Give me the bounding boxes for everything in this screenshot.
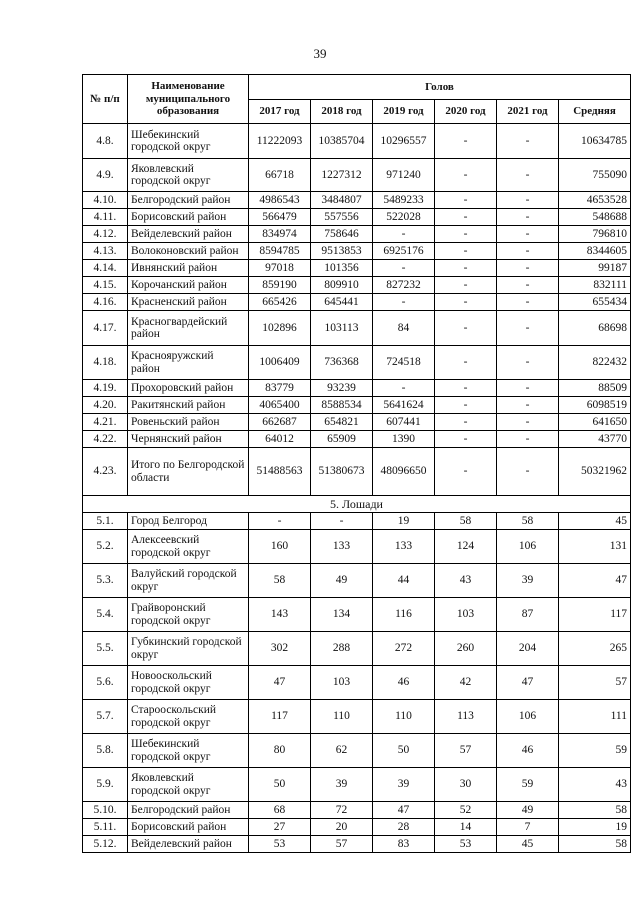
year-value-cell: 758646 (311, 226, 373, 243)
year-value-cell: 51488563 (249, 448, 311, 496)
table-row (83, 836, 631, 853)
row-number: 5.2. (83, 530, 128, 564)
year-value-cell: 117 (249, 700, 311, 734)
year-value-cell: 645441 (311, 294, 373, 311)
year-value-cell: 51380673 (311, 448, 373, 496)
year-value-cell: 59 (497, 768, 559, 802)
average-cell: 58 (559, 802, 631, 819)
year-value-cell: 654821 (311, 414, 373, 431)
table-row (83, 226, 631, 243)
year-value-cell: - (497, 414, 559, 431)
year-value-cell: 103113 (311, 311, 373, 346)
year-value-cell: - (435, 209, 497, 226)
year-value-cell: 14 (435, 819, 497, 836)
municipality-name: Чернянский район (128, 431, 249, 448)
row-number: 4.22. (83, 431, 128, 448)
average-cell: 832111 (559, 277, 631, 294)
year-value-cell: 9513853 (311, 243, 373, 260)
header-group: Голов (249, 75, 631, 100)
header-year: 2020 год (435, 100, 497, 124)
year-value-cell: - (497, 159, 559, 192)
row-number: 4.13. (83, 243, 128, 260)
year-value-cell: 204 (497, 632, 559, 666)
year-value-cell: 97018 (249, 260, 311, 277)
year-value-cell: 113 (435, 700, 497, 734)
average-cell: 755090 (559, 159, 631, 192)
average-cell: 88509 (559, 380, 631, 397)
year-value-cell: 102896 (249, 311, 311, 346)
year-value-cell: - (249, 513, 311, 530)
municipality-name: Старооскольский городской округ (128, 700, 249, 734)
year-value-cell: 87 (497, 598, 559, 632)
table-row (83, 700, 631, 734)
average-cell: 43770 (559, 431, 631, 448)
year-value-cell: - (497, 209, 559, 226)
year-value-cell: 116 (373, 598, 435, 632)
year-value-cell: - (497, 226, 559, 243)
year-value-cell: 971240 (373, 159, 435, 192)
header-name: Наименование муниципального образования (128, 75, 249, 124)
year-value-cell: 522028 (373, 209, 435, 226)
year-value-cell: 43 (435, 564, 497, 598)
municipality-name: Грайворонский городской округ (128, 598, 249, 632)
livestock-table (82, 74, 631, 853)
year-value-cell: 66718 (249, 159, 311, 192)
table-row (83, 414, 631, 431)
table-row (83, 277, 631, 294)
average-cell: 50321962 (559, 448, 631, 496)
year-value-cell: 103 (435, 598, 497, 632)
year-value-cell: 20 (311, 819, 373, 836)
municipality-name: Ровеньский район (128, 414, 249, 431)
year-value-cell: 3484807 (311, 192, 373, 209)
row-number: 5.7. (83, 700, 128, 734)
year-value-cell: 45 (497, 836, 559, 853)
row-number: 5.3. (83, 564, 128, 598)
year-value-cell: 134 (311, 598, 373, 632)
row-number: 4.9. (83, 159, 128, 192)
section-row-group (83, 496, 631, 513)
year-value-cell: 106 (497, 530, 559, 564)
year-value-cell: 7 (497, 819, 559, 836)
row-number: 4.23. (83, 448, 128, 496)
year-value-cell: 53 (249, 836, 311, 853)
municipality-name: Ракитянский район (128, 397, 249, 414)
year-value-cell: 80 (249, 734, 311, 768)
section-title: 5. Лошади (83, 496, 631, 513)
year-value-cell: 5489233 (373, 192, 435, 209)
year-value-cell: 68 (249, 802, 311, 819)
year-value-cell: 4986543 (249, 192, 311, 209)
year-value-cell: - (497, 260, 559, 277)
municipality-name: Корочанский район (128, 277, 249, 294)
year-value-cell: - (435, 294, 497, 311)
municipality-name: Прохоровский район (128, 380, 249, 397)
average-cell: 111 (559, 700, 631, 734)
header-year: 2017 год (249, 100, 311, 124)
year-value-cell: 5641624 (373, 397, 435, 414)
year-value-cell: - (435, 346, 497, 380)
year-value-cell: - (497, 124, 559, 159)
year-value-cell: 27 (249, 819, 311, 836)
row-number: 4.15. (83, 277, 128, 294)
row-number: 4.10. (83, 192, 128, 209)
row-number: 4.16. (83, 294, 128, 311)
table-row (83, 397, 631, 414)
year-value-cell: - (497, 311, 559, 346)
page-number: 39 (313, 46, 327, 61)
year-value-cell: - (435, 260, 497, 277)
average-cell: 57 (559, 666, 631, 700)
row-number: 4.18. (83, 346, 128, 380)
year-value-cell: - (497, 380, 559, 397)
year-value-cell: 4065400 (249, 397, 311, 414)
year-value-cell: 39 (311, 768, 373, 802)
year-value-cell: 84 (373, 311, 435, 346)
table-body-top (83, 124, 631, 496)
year-value-cell: - (373, 226, 435, 243)
table-row (83, 448, 631, 496)
year-value-cell: 30 (435, 768, 497, 802)
year-value-cell: 58 (249, 564, 311, 598)
year-value-cell: - (497, 397, 559, 414)
year-value-cell: - (373, 260, 435, 277)
year-value-cell: 124 (435, 530, 497, 564)
table-row (83, 802, 631, 819)
table-row (83, 734, 631, 768)
year-value-cell: 1006409 (249, 346, 311, 380)
year-value-cell: 65909 (311, 431, 373, 448)
average-cell: 4653528 (559, 192, 631, 209)
municipality-name: Красненский район (128, 294, 249, 311)
row-number: 4.8. (83, 124, 128, 159)
municipality-name: Яковлевский городской округ (128, 768, 249, 802)
row-number: 5.9. (83, 768, 128, 802)
year-value-cell: 57 (435, 734, 497, 768)
year-value-cell: 48096650 (373, 448, 435, 496)
table-row (83, 159, 631, 192)
year-value-cell: 39 (497, 564, 559, 598)
year-value-cell: 133 (373, 530, 435, 564)
average-cell: 117 (559, 598, 631, 632)
average-cell: 641650 (559, 414, 631, 431)
table-row (83, 192, 631, 209)
row-number: 4.17. (83, 311, 128, 346)
year-value-cell: - (435, 226, 497, 243)
year-value-cell: - (497, 346, 559, 380)
municipality-name: Яковлевский городской округ (128, 159, 249, 192)
table-row (83, 666, 631, 700)
row-number: 4.14. (83, 260, 128, 277)
table-header (83, 75, 631, 124)
average-cell: 47 (559, 564, 631, 598)
year-value-cell: 11222093 (249, 124, 311, 159)
table-row (83, 124, 631, 159)
header-average: Средняя (559, 100, 631, 124)
year-value-cell: - (435, 159, 497, 192)
year-value-cell: 566479 (249, 209, 311, 226)
municipality-name: Вейделевский район (128, 836, 249, 853)
year-value-cell: 103 (311, 666, 373, 700)
year-value-cell: - (435, 380, 497, 397)
average-cell: 10634785 (559, 124, 631, 159)
year-value-cell: 834974 (249, 226, 311, 243)
table-row (83, 768, 631, 802)
year-value-cell: 143 (249, 598, 311, 632)
row-number: 4.12. (83, 226, 128, 243)
year-value-cell: 58 (497, 513, 559, 530)
year-value-cell: 557556 (311, 209, 373, 226)
year-value-cell: 665426 (249, 294, 311, 311)
municipality-name: Город Белгород (128, 513, 249, 530)
year-value-cell: - (435, 243, 497, 260)
year-value-cell: 49 (497, 802, 559, 819)
year-value-cell: 83 (373, 836, 435, 853)
year-value-cell: - (497, 431, 559, 448)
average-cell: 59 (559, 734, 631, 768)
year-value-cell: 72 (311, 802, 373, 819)
year-value-cell: 44 (373, 564, 435, 598)
year-value-cell: 42 (435, 666, 497, 700)
year-value-cell: 827232 (373, 277, 435, 294)
average-cell: 99187 (559, 260, 631, 277)
year-value-cell: 50 (373, 734, 435, 768)
header-year: 2018 год (311, 100, 373, 124)
header-year: 2021 год (497, 100, 559, 124)
row-number: 5.6. (83, 666, 128, 700)
year-value-cell: - (311, 513, 373, 530)
year-value-cell: 106 (497, 700, 559, 734)
average-cell: 548688 (559, 209, 631, 226)
average-cell: 655434 (559, 294, 631, 311)
table-row (83, 819, 631, 836)
year-value-cell: 8588534 (311, 397, 373, 414)
row-number: 5.11. (83, 819, 128, 836)
table-body-bottom (83, 513, 631, 853)
municipality-name: Шебекинский городской округ (128, 734, 249, 768)
year-value-cell: 49 (311, 564, 373, 598)
year-value-cell: 1227312 (311, 159, 373, 192)
municipality-name: Вейделевский район (128, 226, 249, 243)
year-value-cell: 46 (373, 666, 435, 700)
year-value-cell: - (373, 380, 435, 397)
table-row (83, 431, 631, 448)
average-cell: 796810 (559, 226, 631, 243)
year-value-cell: 6925176 (373, 243, 435, 260)
municipality-name: Борисовский район (128, 819, 249, 836)
municipality-name: Шебекинский городской округ (128, 124, 249, 159)
year-value-cell: 260 (435, 632, 497, 666)
year-value-cell: 736368 (311, 346, 373, 380)
year-value-cell: 28 (373, 819, 435, 836)
table-row (83, 346, 631, 380)
table-row (83, 294, 631, 311)
average-cell: 58 (559, 836, 631, 853)
table-row (83, 530, 631, 564)
municipality-name: Красногвардейский район (128, 311, 249, 346)
year-value-cell: 110 (373, 700, 435, 734)
row-number: 4.21. (83, 414, 128, 431)
average-cell: 822432 (559, 346, 631, 380)
year-value-cell: 47 (249, 666, 311, 700)
average-cell: 68698 (559, 311, 631, 346)
average-cell: 19 (559, 819, 631, 836)
year-value-cell: 8594785 (249, 243, 311, 260)
year-value-cell: 160 (249, 530, 311, 564)
year-value-cell: - (435, 277, 497, 294)
year-value-cell: - (497, 243, 559, 260)
year-value-cell: - (435, 431, 497, 448)
year-value-cell: 1390 (373, 431, 435, 448)
year-value-cell: 10296557 (373, 124, 435, 159)
average-cell: 45 (559, 513, 631, 530)
table-row (83, 598, 631, 632)
header-num: № п/п (83, 75, 128, 124)
year-value-cell: 83779 (249, 380, 311, 397)
row-number: 4.19. (83, 380, 128, 397)
year-value-cell: 272 (373, 632, 435, 666)
year-value-cell: 133 (311, 530, 373, 564)
municipality-name: Ивнянский район (128, 260, 249, 277)
year-value-cell: - (435, 414, 497, 431)
municipality-name: Борисовский район (128, 209, 249, 226)
year-value-cell: 50 (249, 768, 311, 802)
row-number: 5.8. (83, 734, 128, 768)
year-value-cell: 47 (497, 666, 559, 700)
municipality-name: Волоконовский район (128, 243, 249, 260)
year-value-cell: 64012 (249, 431, 311, 448)
table-row (83, 632, 631, 666)
row-number: 5.4. (83, 598, 128, 632)
row-number: 4.20. (83, 397, 128, 414)
municipality-name: Губкинский городской округ (128, 632, 249, 666)
year-value-cell: 724518 (373, 346, 435, 380)
municipality-name: Белгородский район (128, 802, 249, 819)
average-cell: 131 (559, 530, 631, 564)
table-row (83, 564, 631, 598)
municipality-name: Итого по Белгородской области (128, 448, 249, 496)
year-value-cell: 607441 (373, 414, 435, 431)
year-value-cell: - (435, 124, 497, 159)
table-row (83, 243, 631, 260)
row-number: 5.10. (83, 802, 128, 819)
row-number: 5.12. (83, 836, 128, 853)
year-value-cell: 110 (311, 700, 373, 734)
year-value-cell: 10385704 (311, 124, 373, 159)
year-value-cell: 859190 (249, 277, 311, 294)
year-value-cell: 662687 (249, 414, 311, 431)
year-value-cell: - (435, 397, 497, 414)
table-row (83, 380, 631, 397)
year-value-cell: 39 (373, 768, 435, 802)
municipality-name: Валуйский городской округ (128, 564, 249, 598)
table-row (83, 260, 631, 277)
table-row (83, 311, 631, 346)
year-value-cell: 302 (249, 632, 311, 666)
year-value-cell: 52 (435, 802, 497, 819)
year-value-cell: 57 (311, 836, 373, 853)
year-value-cell: - (373, 294, 435, 311)
year-value-cell: - (435, 192, 497, 209)
municipality-name: Алексеевский городской округ (128, 530, 249, 564)
municipality-name: Краснояружский район (128, 346, 249, 380)
year-value-cell: - (497, 448, 559, 496)
year-value-cell: - (435, 311, 497, 346)
year-value-cell: 53 (435, 836, 497, 853)
header-year: 2019 год (373, 100, 435, 124)
year-value-cell: 101356 (311, 260, 373, 277)
year-value-cell: - (497, 294, 559, 311)
municipality-name: Белгородский район (128, 192, 249, 209)
average-cell: 43 (559, 768, 631, 802)
row-number: 5.5. (83, 632, 128, 666)
table-row (83, 513, 631, 530)
year-value-cell: 58 (435, 513, 497, 530)
year-value-cell: - (497, 277, 559, 294)
year-value-cell: 93239 (311, 380, 373, 397)
average-cell: 8344605 (559, 243, 631, 260)
year-value-cell: 62 (311, 734, 373, 768)
year-value-cell: 809910 (311, 277, 373, 294)
table-row (83, 209, 631, 226)
municipality-name: Новооскольский городской округ (128, 666, 249, 700)
year-value-cell: 19 (373, 513, 435, 530)
row-number: 5.1. (83, 513, 128, 530)
year-value-cell: - (435, 448, 497, 496)
year-value-cell: 47 (373, 802, 435, 819)
average-cell: 6098519 (559, 397, 631, 414)
year-value-cell: 288 (311, 632, 373, 666)
average-cell: 265 (559, 632, 631, 666)
year-value-cell: 46 (497, 734, 559, 768)
year-value-cell: - (497, 192, 559, 209)
row-number: 4.11. (83, 209, 128, 226)
